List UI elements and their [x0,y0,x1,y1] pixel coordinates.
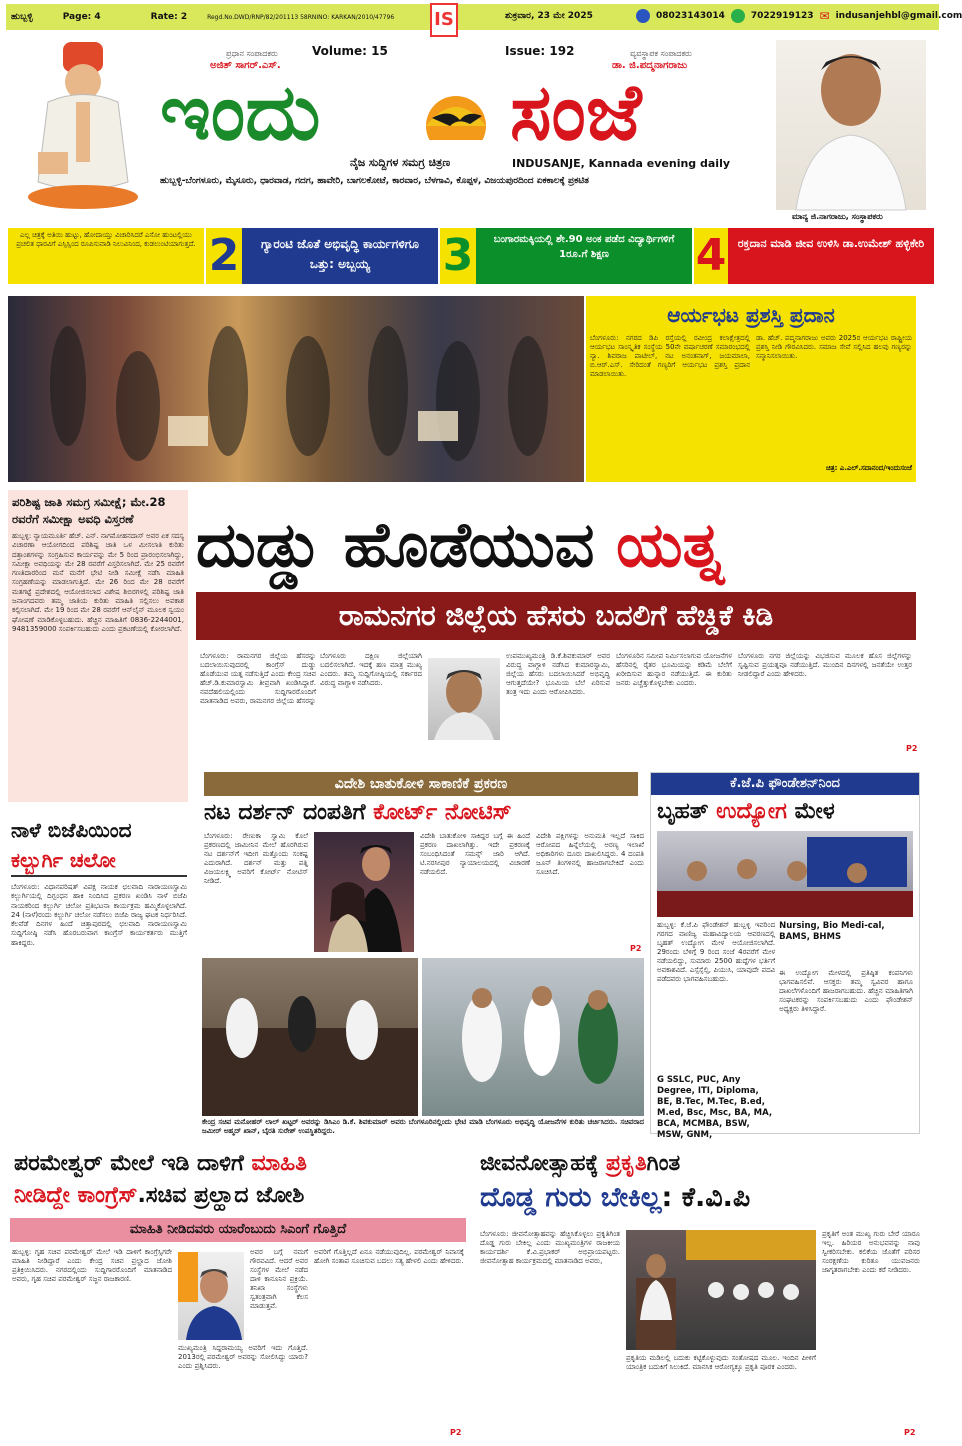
darshan-page-ref[interactable]: P2 [630,944,642,953]
kvp-headline [480,1148,920,1216]
kvp-col-3: ಪ್ರಕೃತಿಗೆ ಅಂತ ಮುಖ್ಯ ಗುರು ಬೇರೆ ಯಾರೂ ಇಲ್ಲ. ಹಿರಿಯರ ಅನುಭವವನ್ನು ನಾವು ಸ್ವೀಕರಿಸಬೇಕು. ಕಲಿಕೆಯ ಜೊತೆಗೆ ಪರಿಸರ ಸಂರಕ್ಷಣೆಯ ಕುರಿತೂ ಯುವಜನರು ಜಾಗೃತರಾಗಬೇಕು ಎಂದು ಕರೆ ನೀಡಿದರು. [822,1230,920,1274]
mail-icon: ✉ [819,9,830,23]
joshi-page-ref[interactable]: P2 [450,1428,462,1437]
bjp-headline-1: ನಾಳೆ ಬಿಜೆಪಿಯಿಂದ [11,818,132,842]
darshan-col-3: ವಿದೇಶಿ ಪಕ್ಷಿಗಳನ್ನು ಅನುಮತಿ ಇಲ್ಲದೆ ಸಾಕಿದ ಆರೋಪದ ಹಿನ್ನೆಲೆಯಲ್ಲಿ ಅರಣ್ಯ ಇಲಾಖೆ ಅಧಿಕಾರಿಗಳು ದೂರು ದಾಖಲಿಸಿದ್ದರು. 4 ದಂಪತಿ ಜೂನ್ ತಿಂಗಳಿನಲ್ಲಿ ಹಾಜರಾಗಬೇಕಿದೆ ಎಂದು ಸೂಚಿಸಿದೆ. [536,832,644,876]
masthead-title-left: ಇಂದು [160,68,321,158]
joshi-col-1: ಹುಬ್ಬಳ್ಳಿ: ಗೃಹ ಸಚಿವ ಪರಮೇಶ್ವರ್ ಮೇಲೆ ಇಡಿ ದಾಳಿಗೆ ಕಾಂಗ್ರೆಸ್ಸಿಗರೇ ಮಾಹಿತಿ ನೀಡಿದ್ದಾರೆ ಎಂದು ಕೇಂದ್ರ ಸಚಿವ ಪ್ರಲ್ಹಾದ ಜೋಶಿ ಪ್ರತಿಕ್ರಿಯಿಸಿದರು. ನಗರದಲ್ಲಿಂದು ಸುದ್ದಿಗಾರರೊಂದಿಗೆ ಮಾತನಾಡಿದ ಅವರು, ಗೃಹ ಸಚಿವ ಪರಮೇಶ್ವರ್ ಸಜ್ಜನ ರಾಜಕಾರಣಿ. [12,1248,172,1283]
lead-col-3: ಉಪಮುಖ್ಯಮಂತ್ರಿ ಡಿ.ಕೆ.ಶಿವಕುಮಾರ್ ಅವರ ವಿರುದ್ಧ ವಾಗ್ದಾಳಿ ನಡೆಸಿದ ಕುಮಾರಸ್ವಾಮಿ, ಜಿಲ್ಲೆಯ ಹೆಸರು ಬದಲಾಯಿಸಿದರೆ ಅಭಿವೃದ್ಧಿ ಆಗುತ್ತದೆಯೇ? ಭೂಮಿಯ ಬೆಲೆ ಏರಿಸುವ ತಂತ್ರ ಇದು ಎಂದು ಆರೋಪಿಸಿದರು. [506,652,610,696]
joshi-bar: ಮಾಹಿತಿ ನೀಡಿದವರು ಯಾರೆಂಬುದು ಸಿಎಂಗೆ ಗೊತ್ತಿದೆ [10,1218,466,1242]
kjp-col-2: ಈ ಉದ್ಯೋಗ ಮೇಳದಲ್ಲಿ ಪ್ರತಿಷ್ಠಿತ ಕಂಪನಿಗಳು ಭಾಗವಹಿಸಲಿವೆ. ಆಸಕ್ತರು ತಮ್ಮ ಸ್ವವಿವರ ಹಾಗೂ ದಾಖಲೆಗಳೊಂದಿಗೆ ಹಾಜರಾಗಬಹುದು. ಹೆಚ್ಚಿನ ಮಾಹಿತಿಗಾಗಿ ಸಂಘಟಕರನ್ನು ಸಂಪರ್ಕಿಸಬಹುದು ಎಂದು ಫೌಂಡೇಶನ್ ಅಧ್ಯಕ್ಷರು ತಿಳಿಸಿದ್ದಾರೆ. [779,969,913,1013]
kjp-col-1: ಹುಬ್ಬಳ್ಳಿ: ಕೆ.ಜೆ.ಪಿ ಫೌಂಡೇಶನ್ ಹುಬ್ಬಳ್ಳಿ ಇವರಿಂದ ಗರಗದ ವಾಣಿಜ್ಯ ಮಹಾವಿದ್ಯಾಲಯ ಆವರಣದಲ್ಲಿ ಬೃಹತ್ ಉದ್ಯೋಗ ಮೇಳ ಆಯೋಜಿಸಲಾಗಿದೆ. 29ರಂದು ಬೆಳಿಗ್ಗೆ 9 ರಿಂದ ಸಂಜೆ 4ರವರೆಗೆ ಮೇಳ ನಡೆಯಲಿದ್ದು, ಸುಮಾರು 2500 ಹುದ್ದೆಗಳ ಭರ್ತಿಗೆ ಅವಕಾಶವಿದೆ. ಎಸ್ಸೆಸ್ಸೆಲ್ಸಿ, ಪಿಯುಸಿ, ಯಾವುದೇ ಪದವಿ ಪಡೆದವರು ಭಾಗವಹಿಸಬಹುದು. [657,921,776,983]
masthead-logo-mark: IS [430,3,458,37]
aryabhata-body-1: ಬೆಂಗಳೂರು: ನಗರದ ಡಿಪಿ ರಸ್ತೆಯಲ್ಲಿ ರವೀಂದ್ರ ಕಲಾಕ್ಷೇತ್ರದಲ್ಲಿ ಆರ್ಯಭಟ ಸಾಂಸ್ಕೃತಿಕ ಸಂಸ್ಥೆಯ 50ನೇ ವರ್ಷಾಚರಣೆ ಸಮಾರಂಭದಲ್ಲಿ ನ್ಯಾ. ಶಿವರಾಜ ಪಾಟೀಲ್, ನಟ ಅನಂತನಾಗ್, ಜಯಮಾಲಾ, ಬಿ.ಆರ್.ಎಸ್. ಸೇರಿದಂತೆ ಗಣ್ಯರಿಗೆ ಆರ್ಯಭಟ ಪ್ರಶಸ್ತಿ ಪ್ರದಾನ ಮಾಡಲಾಯಿತು. [590,334,750,378]
aryabhata-body-2: ಡಾ. ಹೆಚ್. ಪದ್ಮನಾಗರಾಜು ಅವರು 2025ರ ಆರ್ಯಭಟ ರಾಷ್ಟ್ರೀಯ ಪ್ರಶಸ್ತಿ ನೀಡಿ ಗೌರವಿಸಿದರು. ಸಮಾಜ ಸೇವೆ ಸಲ್ಲಿಸಿದ ಹಲವು ಗಣ್ಯರನ್ನು ಸನ್ಮಾನಿಸಲಾಯಿತು. [756,334,912,360]
caste-survey-story [8,490,188,802]
chief-editor-label: ಪ್ರಧಾನ ಸಂಪಾದಕರು [226,49,278,58]
joshi-headline [14,1148,464,1212]
tagline: ನೈಜ ಸುದ್ದಿಗಳ ಸಮಗ್ರ ಚಿತ್ರಣ [350,156,451,169]
aryabhata-photo-credit: ಚಿತ್ರ: ಎ.ಎಲ್.ಸದಾನಂದ/ಇಂದುಸಂಜೆ [825,464,912,472]
teaser-2[interactable] [440,228,692,284]
kvp-headline-black-1: ಜೀವನೋತ್ಸಾಹಕ್ಕೆ [480,1151,607,1176]
bjp-story [8,812,190,1130]
kvp-col-2: ಪ್ರಕೃತಿಯ ಮಡಿಲಲ್ಲಿ ಬದುಕು ಕಟ್ಟಿಕೊಳ್ಳುವುದು ಸಂತೋಷದ ಮೂಲ. ಇಂದಿನ ಪೀಳಿಗೆ ಯಾಂತ್ರಿಕ ಬದುಕಿಗೆ ಸಿಲುಕಿದೆ. ಮಾನಸಿಕ ಆರೋಗ್ಯಕ್ಕೂ ಪ್ರಕೃತಿ ಪೂರಕ ಎಂದರು. [626,1354,816,1371]
notice-box [8,228,204,284]
kvp-headline-black-3: : ಕೆ.ವಿ.ಪಿ [661,1182,751,1213]
managing-editor-label: ವ್ಯವಸ್ಥಾಪಕ ಸಂಪಾದಕರು [630,49,692,58]
english-tagline: INDUSANJE, Kannada evening daily [512,157,731,170]
joshi-photo [178,1252,244,1340]
kumaraswamy-photo [428,658,500,740]
joshi-headline-red-1: ಮಾಹಿತಿ [251,1151,307,1176]
darshan-col-1: ಬೆಂಗಳೂರು: ರೇಣುಕಾ ಸ್ವಾಮಿ ಕೊಲೆ ಪ್ರಕರಣದಲ್ಲಿ ಜಾಮೀನಿನ ಮೇಲೆ ಹೊರಗಿರುವ ನಟ ದರ್ಶನ್‌ಗೆ ಇದೀಗ ಮತ್ತೊಂದು ಸಂಕಷ್ಟ ಎದುರಾಗಿದೆ. ದರ್ಶನ್ ಮತ್ತು ಪತ್ನಿ ವಿಜಯಲಕ್ಷ್ಮಿ ಅವರಿಗೆ ಕೋರ್ಟ್ ನೋಟಿಸ್ ನೀಡಿದೆ. [204,832,308,885]
darshan-kicker: ವಿದೇಶಿ ಬಾತುಕೋಳಿ ಸಾಕಾಣಿಕೆ ಪ್ರಕರಣ [204,772,638,796]
registration-number: Regd.No.DWD/RNP/82/201113 58RNINO: KARKAN/2010/47796 [207,13,395,21]
teaser-3-text: ರಕ್ತದಾನ ಮಾಡಿ ಜೀವ ಉಳಿಸಿ ಡಾ.ಉಮೇಶ್ ಹಳ್ಳಿಕೇರಿ [728,228,934,284]
lead-page-ref[interactable]: P2 [906,744,918,753]
kjp-kicker: ಕೆ.ಜೆ.ಪಿ ಫೌಂಡೇಶನ್‌ನಿಂದ [651,773,919,795]
meeting-photo-2 [422,958,644,1116]
joshi-col-2: ಅವರ ಬಗ್ಗೆ ನಮಗೆ ಗೌರವವಿದೆ. ಆದರೆ ಅವರ ಸಂಸ್ಥೆಗಳ ಮೇಲೆ ನಡೆದ ದಾಳಿ ಕಾನೂನಿನ ಪ್ರಕ್ರಿಯೆ. ತನಿಖಾ ಸಂಸ್ಥೆಗಳು ಸ್ವತಂತ್ರವಾಗಿ ಕೆಲಸ ಮಾಡುತ್ತವೆ. [250,1248,308,1310]
kjp-panel [650,772,920,1140]
notice-text: ಎಲ್ಲ ಚಿತ್ರಕ್ಕೆ ಅತಿಯಿ ಹುಟ್ಟು, ಹೋದಾಯ್ತು ವಿಚಾರಿಸಿದರೆ ಎಸೋ ಹುಂಟಲ್ಲಿಯು ಪ್ರಚಲಿತ ಧಾರವಿಗೆ ಎಸ್ಸಿಸ್ಸಿಂದ ರೂಪಿಸುವಾಡಿ ನಿಲುವಿನಿಂದ, ಕುಡಲುಂಟಿಯಾಗುತ್ತದೆ. [16,231,196,248]
whatsapp-icon [731,9,745,23]
bjp-headline-2: ಕಲ್ಬುರ್ಗಿ ಚಲೋ [11,845,187,877]
kjp-headline [651,795,919,829]
caste-survey-body: ಹುಬ್ಬಳ್ಳಿ: ನ್ಯಾಯಮೂರ್ತಿ ಹೆಚ್. ಎನ್. ನಾಗಮೋಹನದಾಸ್ ಅವರ ಏಕ ಸದಸ್ಯ ವಿಚಾರಣಾ ಆಯೋಗದಿಂದ ಪರಿಶಿಷ್ಟ ಜಾತಿ ಒಳ ಮೀಸಲಾತಿ ಕುರಿತು ದತ್ತಾಂಶಗಳನ್ನು ಸಂಗ್ರಹಿಸುವ ಕಾರ್ಯವನ್ನು ಮೇ 5 ರಿಂದ ಪ್ರಾರಂಭಿಸಲಾಗಿದ್ದು, ಸಮೀಕ್ಷಾ ಅವಧಿಯನ್ನು ಮೇ 28 ರವರೆಗೆ ವಿಸ್ತರಿಸಲಾಗಿದೆ. ಮೇ 25 ರವರೆಗೆ ಗಣತಿದಾರರಿಂದ ಮನೆ ಮನೆಗೆ ಭೇಟಿ ನೀಡಿ ಸಮೀಕ್ಷೆ ನಡೆಸಿ ಮಾಹಿತಿ ಸಂಗ್ರಹಣೆಯನ್ನು ಮಾಡಲಾಗುತ್ತಿದೆ. ಮೇ 26 ರಿಂದ ಮೇ 28 ರವರೆಗೆ ಮತಗಟ್ಟೆ ಪ್ರದೇಶದಲ್ಲಿ ಆಯೋಜಿಸಲಾದ ವಿಶೇಷ ಶಿಬಿರಗಳಲ್ಲಿ ಪರಿಶಿಷ್ಟ ಜಾತಿ ಜನಾಂಗದವರು ತಮ್ಮ ಜಾತಿಯ ಕುರಿತು ಮಾಹಿತಿ ಸಲ್ಲಿಸಲು ಅವಕಾಶ ಕಲ್ಪಿಸಲಾಗಿದೆ. ಮೇ 19 ರಿಂದ ಮೇ 28 ರವರೆಗೆ ಆನ್‌ಲೈನ್ ಮೂಲಕ ಸ್ವಯಂ ಘೋಷಣೆ ಮಾಡಿಕೊಳ್ಳಬಹುದು. ಹೆಚ್ಚಿನ ಮಾಹಿತಿಗೆ 0836-2244001, 9481359000 ಸಂಪರ್ಕಿಸಬಹುದು ಎಂದು ಪ್ರಕಟಣೆಯಲ್ಲಿ ಕೋರಲಾಗಿದೆ. [12,532,184,633]
issue-number: Issue: 192 [505,44,575,58]
volume-number: Volume: 15 [312,44,388,58]
founder-caption: ಮಾನ್ಯ ಜಿ.ನಾಗರಾಜು, ಸಂಸ್ಥಾಪಕರು [792,212,883,221]
teaser-3[interactable] [694,228,934,284]
teaser-1[interactable] [206,228,438,284]
caste-survey-headline: ಪರಿಶಿಷ್ಟ ಜಾತಿ ಸಮಗ್ರ ಸಮೀಕ್ಷೆ; ಮೇ.28 ರವರೆಗೆ ಸಮೀಕ್ಷಾ ಅವಧಿ ವಿಸ್ತರಣೆ [12,495,166,526]
page-number: Page: 4 [62,12,101,22]
lead-col-1: ಬೆಂಗಳೂರು: ರಾಮನಗರ ಜಿಲ್ಲೆಯ ಹೆಸರನ್ನು ಬದಲಾಯಿಸುವುದರಲ್ಲಿ ಕಾಂಗ್ರೆಸ್ ದುಡ್ಡು ಹೊಡೆಯುವ ಯತ್ನ ನಡೆಸುತ್ತಿದೆ ಎಂದು ಕೇಂದ್ರ ಸಚಿವ ಹೆಚ್.ಡಿ.ಕುಮಾರಸ್ವಾಮಿ ತೀವ್ರವಾಗಿ ಖಂಡಿಸಿದ್ದಾರೆ. ನವದೆಹಲಿಯಲ್ಲಿಂದು ಸುದ್ದಿಗಾರರೊಂದಿಗೆ ಮಾತನಾಡಿದ ಅವರು, ರಾಮನಗರ ಜಿಲ್ಲೆಯ ಹೆಸರನ್ನು [200,652,316,705]
kjp-qualifications-1: Nursing, Bio Medi-cal, BAMS, BHMS [779,921,885,942]
lead-headline-red: ಯತ್ನ [616,508,724,581]
teaser-1-number: 2 [208,230,240,281]
chief-editor-name: ಅಜಿತ್ ಸಾಗರ್.ಎಸ್. [210,60,281,71]
meeting-photo-1 [202,958,418,1116]
kvp-col-1: ಬೆಂಗಳೂರು: ಜೀವನೋತ್ಸಾಹವನ್ನು ಹೆಚ್ಚಿಸಿಕೊಳ್ಳಲು ಪ್ರಕೃತಿಗಿಂತ ದೊಡ್ಡ ಗುರು ಬೇಕಿಲ್ಲ ಎಂದು ಮುಖ್ಯಮಂತ್ರಿಗಳ ರಾಜಕೀಯ ಕಾರ್ಯದರ್ಶಿ ಕೆ.ವಿ.ಪ್ರಭಾಕರ್ ಅಭಿಪ್ರಾಯಪಟ್ಟರು. ಜೀವನೋತ್ಸಾಹ ಕಾರ್ಯಕ್ರಮದಲ್ಲಿ ಮಾತನಾಡಿದ ಅವರು, [480,1230,620,1265]
email-address[interactable]: indusanjehbl@gmail.com [835,11,962,21]
kvp-photo [626,1230,816,1350]
rate: Rate: 2 [150,12,188,22]
joshi-col-4: ಅವರಿಗೆ ಗೊತ್ತಿಲ್ಲದೆ ಏನೂ ನಡೆಯುವುದಿಲ್ಲ. ಪರಮೇಶ್ವರ್ ನಿವಾಸಕ್ಕೆ ಹೋಗಿ ಸಂತಾಪ ಸೂಚಿಸುವ ಬದಲು ಸತ್ಯ ಹೇಳಲಿ ಎಂದು ಹೇಳಿದರು. [314,1248,464,1265]
joshi-headline-black-2: .ಸಚಿವ ಪ್ರಲ್ಹಾದ ಜೋಶಿ [137,1183,305,1208]
lead-col-2: ಬೆಂಗಳೂರು ದಕ್ಷಿಣ ಜಿಲ್ಲೆಯಾಗಿ ಬದಲಿಸಲಾಗಿದೆ. ಇದಕ್ಕೆ ಹಣ ಮಾತ್ರ ಮುಖ್ಯ ಎಂದರು. ತಮ್ಮ ಸುದ್ದಿಗೋಷ್ಠಿಯಲ್ಲಿ ಸರ್ಕಾರದ ವಿರುದ್ಧ ವಾಗ್ದಾಳಿ ನಡೆಸಿದರು. [320,652,422,687]
phone-icon [636,9,650,23]
darshan-headline-black: ನಟ ದರ್ಶನ್ ದಂಪತಿಗೆ [204,800,374,825]
kjp-headline-black-2: ಮೇಳ [786,799,835,824]
lead-subhead: ರಾಮನಗರ ಜಿಲ್ಲೆಯ ಹೆಸರು ಬದಲಿಗೆ ಹೆಚ್ಡಿಕೆ ಕಿಡಿ [196,592,916,640]
darshan-col-2: ವಿದೇಶಿ ಬಾತುಕೋಳಿ ಸಾಕಿದ್ದರ ಬಗ್ಗೆ ಈ ಹಿಂದೆ ಪ್ರಕರಣ ದಾಖಲಾಗಿತ್ತು. ಇದೇ ಪ್ರಕರಣಕ್ಕೆ ಸಂಬಂಧಿಸಿದಂತೆ ಸಮನ್ಸ್ ಜಾರಿ ಆಗಿದೆ. ಟಿ.ನರಸೀಪುರ ನ್ಯಾಯಾಲಯದಲ್ಲಿ ವಿಚಾರಣೆ ನಡೆಯಲಿದೆ. [420,832,530,876]
kjp-headline-black-1: ಬೃಹತ್ [657,799,717,824]
kjp-photo [657,831,913,917]
kjp-headline-red: ಉದ್ಯೋಗ [716,799,787,824]
teaser-2-text: ಬಂಗಾರಮಕ್ಕಿಯಲ್ಲಿ ಶೇ.90 ಅಂಕ ಪಡೆದ ವಿದ್ಯಾರ್ಥಿಗಳಿಗೆ 1ರೂ.ಗೆ ಶಿಕ್ಷಣ [476,228,692,284]
contact-strip [636,9,962,23]
teaser-2-number: 3 [442,230,474,281]
phone-number-2[interactable]: 7022919123 [750,11,814,21]
aryabhata-photo [8,296,584,482]
kjp-qualifications-2: G SSLC, PUC, Any Degree, ITI, Diploma, BE, B.Tec, M.Tec, B.ed, M.ed, Bsc, Msc, BA, MA, BCA, MCMBA, BSW, MSW, GNM, [657,1075,773,1140]
masthead-title-right: ಸಂಜೆ [510,68,642,158]
meeting-caption: ಕೇಂದ್ರ ಸಚಿವ ಮನೋಹರ್ ಲಾಲ್ ಖಟ್ಟರ್ ಅವರನ್ನು ಡಿಸಿಎಂ ಡಿ.ಕೆ. ಶಿವಕುಮಾರ್ ಅವರು ಬೆಂಗಳೂರಿನಲ್ಲಿಂದು ಭೇಟಿ ಮಾಡಿ ಬೆಂಗಳೂರು ಅಭಿವೃದ್ಧಿ ಯೋಜನೆಗಳ ಕುರಿತು ಚರ್ಚಿಸಿದರು. ಸಚಿವರಾದ ಜಮೀರ್ ಅಹ್ಮದ್ ಖಾನ್, ಬೈರತಿ ಸುರೇಶ್ ಉಪಸ್ಥಿತರಿದ್ದರು. [202,1118,644,1135]
lead-col-5: ಬೆಂಗಳೂರು ನಗರ ಜಿಲ್ಲೆಯನ್ನು ವಿಭಜಿಸುವ ಮೂಲಕ ಹೊಸ ಜಿಲ್ಲೆಗಳನ್ನು ಸೃಷ್ಟಿಸುವ ಪ್ರಯತ್ನವೂ ನಡೆಯುತ್ತಿದೆ. ಮುಂದಿನ ದಿನಗಳಲ್ಲಿ ಜನತೆಯೇ ಉತ್ತರ ನೀಡಲಿದ್ದಾರೆ ಎಂದು ಹೇಳಿದರು. [738,652,912,678]
lead-col-4: ಬೆಂಗಳೂರಿನ ಸಮೀಪ ನಿರ್ಮಿಸಲಾಗುವ ಯೋಜನೆಗಳ ಹೆಸರಿನಲ್ಲಿ ರೈತರ ಭೂಮಿಯನ್ನು ಕಡಿಮೆ ಬೆಲೆಗೆ ಖರೀದಿಸುವ ಹುನ್ನಾರ ನಡೆಯುತ್ತಿದೆ. ಈ ಕುರಿತು ಜನರು ಎಚ್ಚೆತ್ತುಕೊಳ್ಳಬೇಕು ಎಂದರು. [616,652,732,687]
lead-headline-black: ದುಡ್ಡು ಹೊಡೆಯುವ [196,508,617,581]
edition-city: ಹುಬ್ಬಳ್ಳಿ [11,12,33,22]
kvp-headline-black-2: ಗಿಂತ [646,1151,681,1176]
founder-portrait [776,40,926,210]
aryabhata-title: ಆರ್ಯಭಟ ಪ್ರಶಸ್ತಿ ಪ್ರದಾನ [667,303,835,327]
darshan-headline [204,798,644,828]
bjp-body: ಬೆಂಗಳೂರು: ವಿಧಾನಪರಿಷತ್ ವಿಪಕ್ಷ ನಾಯಕ ಛಲವಾದಿ ನಾರಾಯಣಸ್ವಾಮಿ ಕಲ್ಬುರ್ಗಿಯಲ್ಲಿ ದಿಗ್ಬಂಧನ ಹಾಕಿ ನಿಂದಿಸಿದ ಪ್ರಕರಣ ಖಂಡಿಸಿ ನಾಳೆ ಬಿಜೆಪಿ ನಾಯಕರಿಂದ ಕಲ್ಬುರ್ಗಿ ಚಲೋ ಪ್ರತಿಭಟನಾ ಕಾರ್ಯಕ್ರಮ ಹಮ್ಮಿಕೊಳ್ಳಲಾಗಿದೆ. 24 (ನಾಳೆ)ರಂದು ಕಲ್ಬುರ್ಗಿ ಚಲೋ ನಡೆಸಲು ಬಿಜೆಪಿ ರಾಜ್ಯ ಘಟಕ ನಿರ್ಧರಿಸಿದೆ. ಕೆಲವೆಡೆ ದಿನಗಳ ಹಿಂದೆ ಚಿತ್ತಾಪುರದಲ್ಲಿ ಛಲವಾದಿ ನಾರಾಯಣಸ್ವಾಮಿ ಸುದ್ದಿಗೋಷ್ಠಿ ನಡೆಸಿ ಹೊರಬರುವಾಗ ಕಾಂಗ್ರೆಸ್ ಕಾರ್ಯಕರ್ತರು ಮುತ್ತಿಗೆ ಹಾಕಿದ್ದರು. [11,883,187,947]
phone-number-1[interactable]: 08023143014 [656,11,725,21]
teaser-1-text: ಗ್ಯಾರಂಟಿ ಜೊತೆ ಅಭಿವೃದ್ಧಿ ಕಾರ್ಯಗಳಿಗೂ ಒತ್ತು: ಅಬ್ಬಯ್ಯ [242,228,438,284]
saint-illustration [18,32,148,212]
aryabhata-panel [586,296,916,482]
editions-line: ಹುಬ್ಬಳ್ಳಿ-ಬೆಂಗಳೂರು, ಮೈಸೂರು, ಧಾರವಾಡ, ಗದಗ, ಹಾವೇರಿ, ಬಾಗಲಕೋಟೆ, ಕಾರವಾರ, ಬೆಳಗಾವಿ, ಕೊಪ್ಪಳ, ವಿಜಯಪುರದಿಂದ ಏಕಕಾಲಕ್ಕೆ ಪ್ರಕಟಿತ [160,176,589,186]
kvp-headline-red: ಪ್ರಕೃತಿ [606,1151,647,1176]
kvp-headline-blue: ದೊಡ್ಡ ಗುರು ಬೇಕಿಲ್ಲ [480,1182,662,1213]
lead-headline [196,500,926,590]
joshi-headline-red-2: ನೀಡಿದ್ದೇ ಕಾಂಗ್ರೆಸ್ [14,1183,138,1208]
managing-editor-name: ಡಾ. ಜಿ.ಪದ್ಮನಾಗರಾಜು [612,60,688,71]
kvp-page-ref[interactable]: P2 [904,1428,916,1437]
sunset-emblem [410,78,502,158]
darshan-couple-photo [314,832,414,952]
joshi-col-3: ಮುಖ್ಯಮಂತ್ರಿ ಸಿದ್ದರಾಮಯ್ಯ ಅವರಿಗೆ ಇದು ಗೊತ್ತಿದೆ. 2013ರಲ್ಲಿ ಪರಮೇಶ್ವರ್ ಅವರನ್ನು ಸೋಲಿಸಿದ್ದು ಯಾರು? ಎಂದು ಪ್ರಶ್ನಿಸಿದರು. [178,1344,308,1370]
teaser-3-number: 4 [695,230,727,281]
joshi-headline-black-1: ಪರಮೇಶ್ವರ್ ಮೇಲೆ ಇಡಿ ದಾಳಿಗೆ [14,1151,252,1176]
publication-date: ಶುಕ್ರವಾರ, 23 ಮೇ 2025 [505,11,593,21]
darshan-headline-red: ಕೋರ್ಟ್ ನೋಟಿಸ್ [373,800,512,825]
